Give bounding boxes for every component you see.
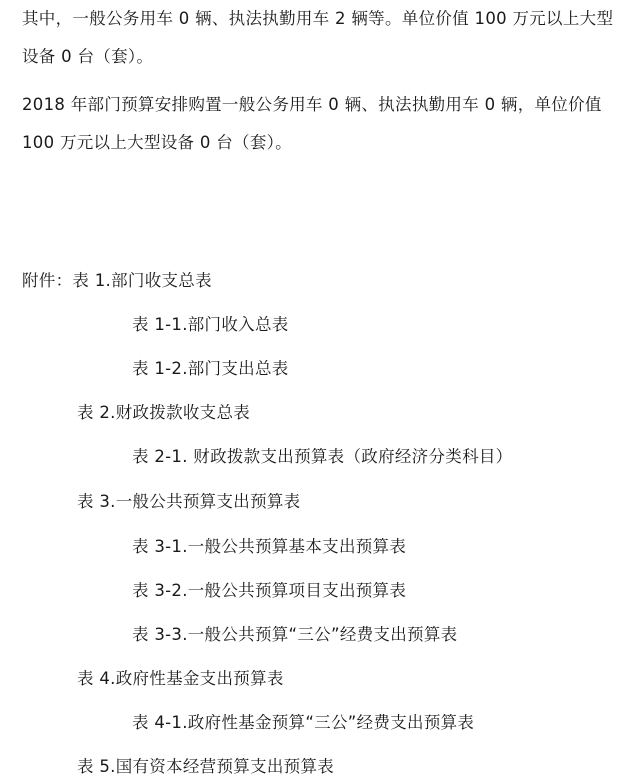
attachment-item: 表 3-3.一般公共预算“三公”经费支出预算表 <box>132 625 458 644</box>
attachment-item: 表 1-1.部门收入总表 <box>132 315 289 334</box>
attachment-item: 表 3-1.一般公共预算基本支出预算表 <box>132 537 407 556</box>
attachment-item: 表 1-2.部门支出总表 <box>132 359 289 378</box>
attachment-item: 表 3.一般公共预算支出预算表 <box>77 492 301 511</box>
paragraph-vehicles-existing: 其中，一般公务用车 0 辆、执法执勤用车 2 辆等。单位价值 100 万元以上大型设备 0 台（套）。 <box>22 9 614 66</box>
attachment-item: 表 4-1.政府性基金预算“三公”经费支出预算表 <box>132 713 475 732</box>
attachments-label: 附件： <box>22 271 73 290</box>
attachment-item: 表 5.国有资本经营预算支出预算表 <box>77 757 335 776</box>
attachments-heading <box>22 270 212 292</box>
attachment-item: 表 2-1. 财政拨款支出预算表（政府经济分类科目） <box>132 447 513 466</box>
paragraph-vehicles-budget-2018: 2018 年部门预算安排购置一般公务用车 0 辆、执法执勤用车 0 辆，单位价值 100 万元以上大型设备 0 台（套）。 <box>22 95 602 152</box>
attachment-item: 表 1.部门收支总表 <box>72 271 212 290</box>
attachment-item: 表 4.政府性基金支出预算表 <box>77 669 284 688</box>
attachment-item: 表 2.财政拨款收支总表 <box>77 403 251 422</box>
attachment-item: 表 3-2.一般公共预算项目支出预算表 <box>132 581 407 600</box>
